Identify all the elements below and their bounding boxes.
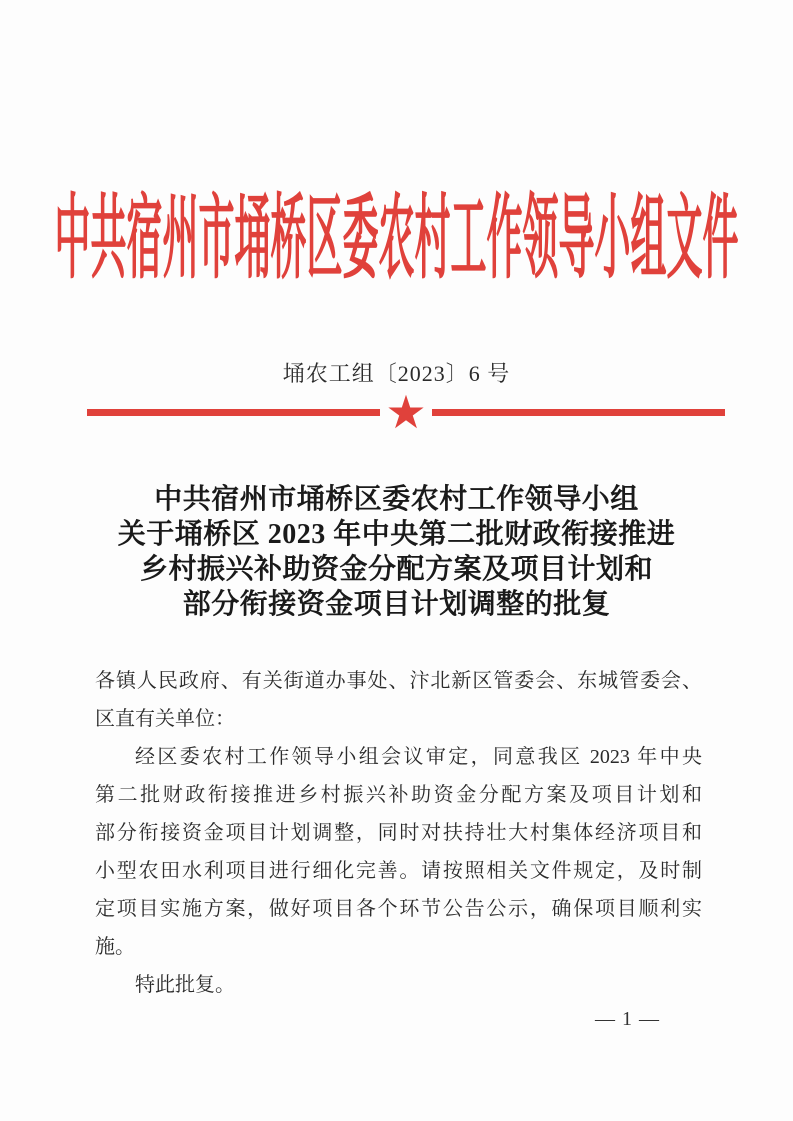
title-line-2: 关于埇桥区 2023 年中央第二批财政衔接推进 bbox=[117, 519, 676, 550]
title-line-1: 中共宿州市埇桥区委农村工作领导小组 bbox=[154, 484, 639, 515]
paragraph-line: 部分衔接资金项目计划调整，同时对扶持壮大村集体经济项目和 bbox=[95, 822, 702, 844]
paragraph-line: 小型农田水利项目进行细化完善。请按照相关文件规定，及时制 bbox=[95, 860, 702, 882]
org-banner-text: 中共宿州市埇桥区委农村工作领导小组文件 bbox=[54, 187, 739, 290]
star-icon: ★ bbox=[385, 385, 427, 439]
paragraph-line: 定项目实施方案，做好项目各个环节公告公示，确保项目顺利实 bbox=[95, 898, 702, 920]
title-line-4: 部分衔接资金项目计划调整的批复 bbox=[182, 589, 611, 620]
paragraph-line: 施。 bbox=[95, 936, 135, 958]
divider-line-left bbox=[87, 409, 380, 416]
paragraph-line: 第二批财政衔接推进乡村振兴补助资金分配方案及项目计划和 bbox=[95, 784, 702, 806]
page-number: — 1 — bbox=[595, 1008, 660, 1030]
document-body bbox=[95, 662, 702, 1004]
red-header-banner bbox=[0, 184, 793, 290]
addressee-line: 区直有关单位： bbox=[95, 708, 235, 730]
document-title bbox=[0, 482, 793, 622]
closing-line: 特此批复。 bbox=[135, 974, 235, 996]
addressee-line: 各镇人民政府、有关街道办事处、汴北新区管委会、东城管委会、 bbox=[95, 670, 702, 692]
divider-line-right bbox=[432, 409, 725, 416]
title-line-3: 乡村振兴补助资金分配方案及项目计划和 bbox=[139, 554, 653, 585]
doc-number: 埇农工组〔2023〕6 号 bbox=[282, 361, 511, 386]
paragraph-line: 经区委农村工作领导小组会议审定，同意我区 2023 年中央 bbox=[135, 746, 702, 768]
header-divider bbox=[87, 385, 725, 439]
